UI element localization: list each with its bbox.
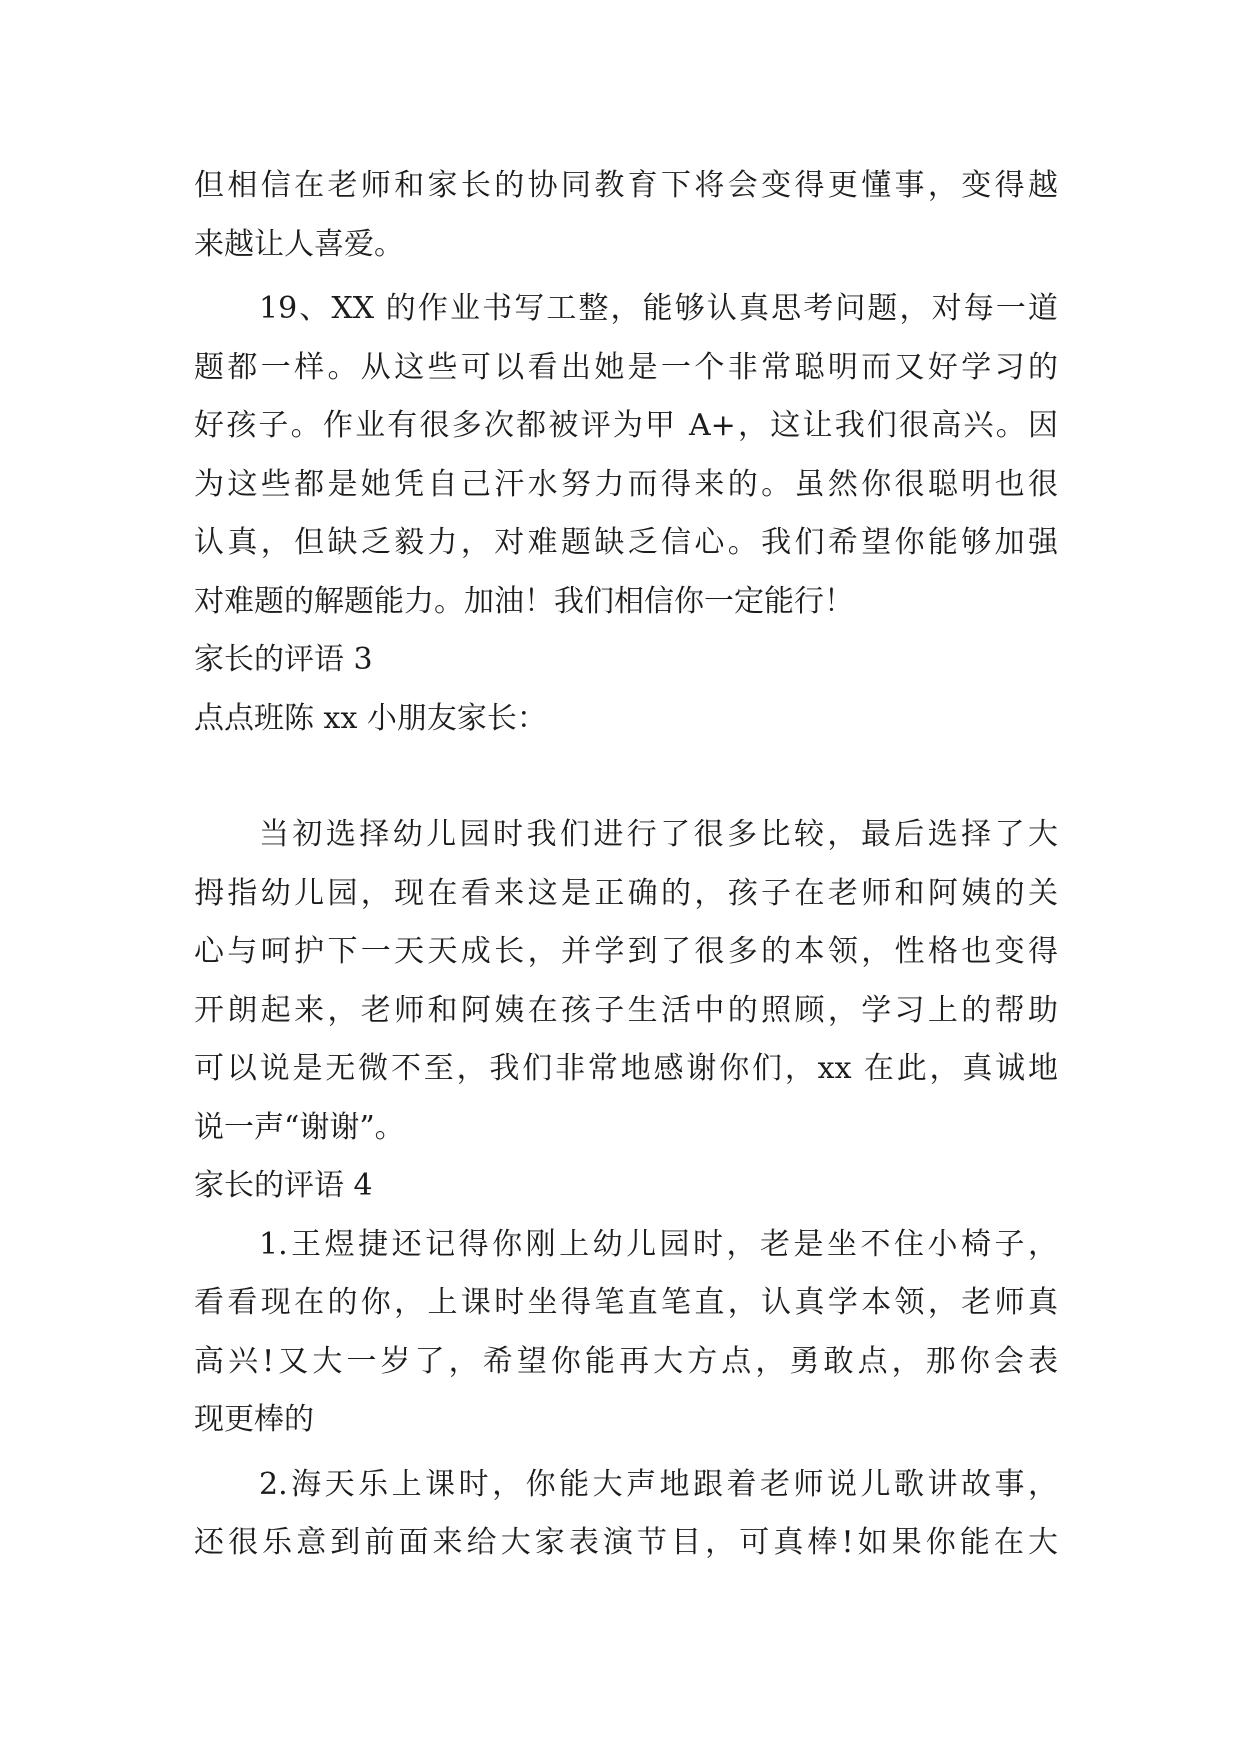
section-heading: 家长的评语 3 (194, 642, 373, 677)
text-line: 为这些都是她凭自己汗水努力而得来的。虽然你很聪明也很 (194, 466, 1058, 502)
text-line: 1.王煜捷还记得你刚上幼儿园时，老是坐不住小椅子， (259, 1226, 1058, 1262)
text-line: 可以说是无微不至，我们非常地感谢你们，xx 在此，真诚地 (194, 1051, 1058, 1086)
salutation: 点点班陈 xx 小朋友家长： (194, 700, 547, 736)
text-line: 题都一样。从这些可以看出她是一个非常聪明而又好学习的 (194, 349, 1058, 385)
section-heading: 家长的评语 4 (194, 1168, 373, 1203)
text-line: 拇指幼儿园，现在看来这是正确的，孩子在老师和阿姨的关 (194, 875, 1058, 911)
text-line: 好孩子。作业有很多次都被评为甲 A+，这让我们很高兴。因 (194, 408, 1058, 443)
text-line: 现更棒的 (194, 1402, 314, 1437)
text-line: 开朗起来，老师和阿姨在孩子生活中的照顾，学习上的帮助 (194, 992, 1058, 1028)
text-line: 来越让人喜爱。 (194, 226, 404, 262)
text-line: 19、XX 的作业书写工整，能够认真思考问题，对每一道 (259, 291, 1058, 326)
paragraph-spacer (194, 748, 1058, 800)
paragraph (194, 1216, 1058, 1450)
text-line: 看看现在的你，上课时坐得笔直笔直，认真学本领，老师真 (194, 1285, 1058, 1320)
paragraph (194, 280, 1058, 631)
paragraph (194, 806, 1058, 1157)
text-line: 还很乐意到前面来给大家表演节目，可真棒!如果你能在大 (194, 1525, 1058, 1560)
text-line: 2.海天乐上课时，你能大声地跟着老师说儿歌讲故事， (259, 1466, 1058, 1502)
text-line: 说一声“谢谢”。 (194, 1109, 405, 1145)
paragraph (194, 157, 1058, 274)
text-line: 高兴!又大一岁了，希望你能再大方点，勇敢点，那你会表 (194, 1343, 1058, 1379)
document-body (194, 157, 1058, 1573)
text-line: 但相信在老师和家长的协同教育下将会变得更懂事，变得越 (194, 168, 1058, 203)
text-line: 心与呵护下一天天成长，并学到了很多的本领，性格也变得 (194, 934, 1058, 969)
text-line: 当初选择幼儿园时我们进行了很多比较，最后选择了大 (259, 817, 1058, 852)
paragraph (194, 1456, 1058, 1573)
text-line: 认真，但缺乏毅力，对难题缺乏信心。我们希望你能够加强 (194, 525, 1058, 560)
text-line: 对难题的解题能力。加油！我们相信你一定能行！ (194, 583, 854, 619)
